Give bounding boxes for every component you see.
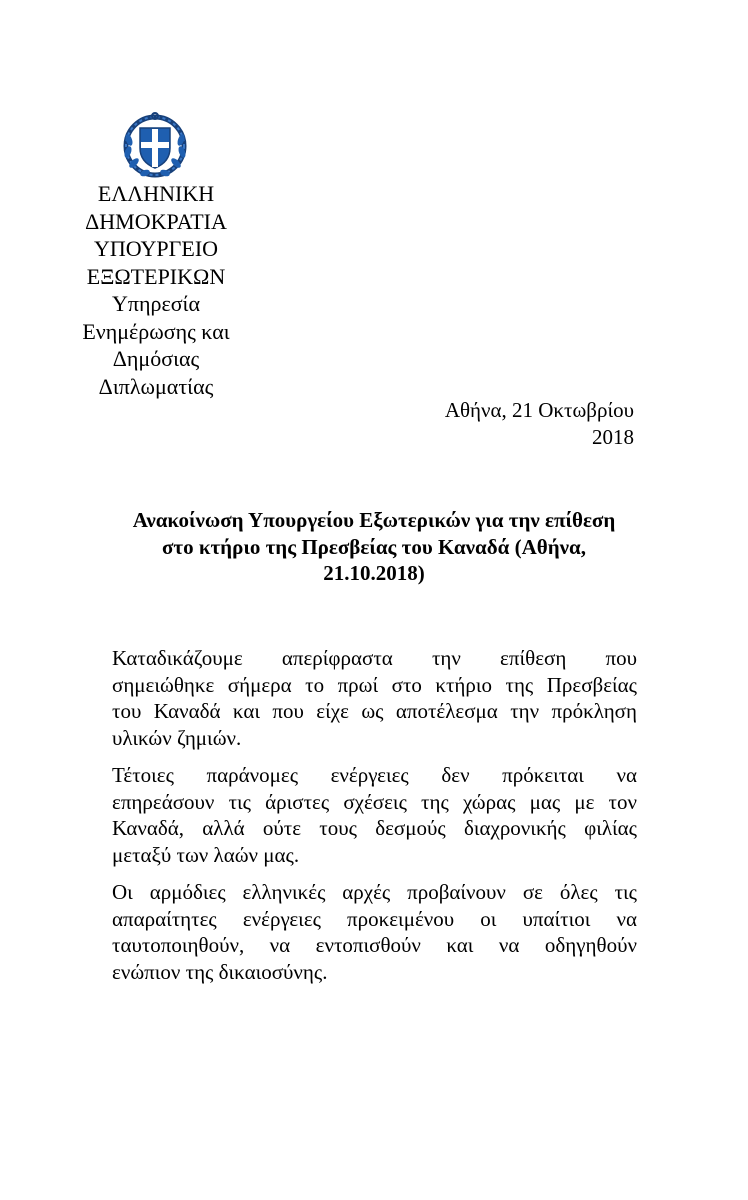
date-line: 2018: [592, 425, 634, 449]
paragraph-line: Τέτοιες παράνομες ενέργειες δεν πρόκειται να: [112, 763, 637, 787]
paragraph-line: του Καναδά και που είχε ως αποτέλεσμα την πρόκληση: [112, 699, 637, 723]
department-line: Δημόσιας: [112, 346, 200, 371]
title-line: 21.10.2018): [323, 561, 425, 585]
department-line: Ενημέρωσης και: [82, 318, 230, 344]
department-line: Υπηρεσία: [111, 291, 201, 316]
department-line: Διπλωματίας: [98, 373, 214, 399]
paragraph-line: μεταξύ των λαών μας.: [112, 842, 300, 867]
date-block: [380, 397, 634, 451]
paragraph-line: υλικών ζημιών.: [112, 725, 242, 750]
paragraph-line: ενώπιον της δικαιοσύνης.: [112, 959, 328, 984]
paragraph-line: Καναδά, αλλά ούτε τους δεσμούς διαχρονικής φιλίας: [112, 816, 637, 840]
department-line: ΥΠΟΥΡΓΕΙΟ: [93, 236, 219, 261]
department-line: ΕΛΛΗΝΙΚΗ: [97, 181, 215, 206]
greek-coat-of-arms-seal-icon: [121, 110, 189, 178]
paragraph-line: Οι αρμόδιες ελληνικές αρχές προβαίνουν σε όλες τις: [112, 880, 637, 904]
announcement-body: [112, 645, 637, 996]
paragraph-line: Καταδικάζουμε απερίφραστα την επίθεση που: [112, 646, 637, 670]
paragraph: [112, 645, 637, 751]
date-line: Αθήνα, 21 Οκτωβρίου: [444, 398, 634, 422]
paragraph: [112, 762, 637, 868]
department-line: ΔΗΜΟΚΡΑΤΙΑ: [85, 208, 227, 234]
title-line: στο κτήριο της Πρεσβείας του Καναδά (Αθήνα,: [161, 534, 587, 559]
announcement-title: [100, 507, 648, 587]
paragraph: [112, 879, 637, 985]
paragraph-line: επηρεάσουν τις άριστες σχέσεις της χώρας μας με τον: [112, 789, 637, 814]
title-line: Ανακοίνωση Υπουργείου Εξωτερικών για την επίθεση: [132, 508, 616, 532]
paragraph-line: ταυτοποιηθούν, να εντοπισθούν και να οδηγηθούν: [112, 933, 637, 957]
department-block: [58, 180, 254, 400]
paragraph-line: απαραίτητες ενέργειες προκειμένου οι υπαίτιοι να: [112, 906, 637, 931]
paragraph-line: σημειώθηκε σήμερα το πρωί στο κτήριο της Πρεσβείας: [112, 672, 637, 697]
department-line: ΕΞΩΤΕΡΙΚΩΝ: [86, 263, 226, 289]
